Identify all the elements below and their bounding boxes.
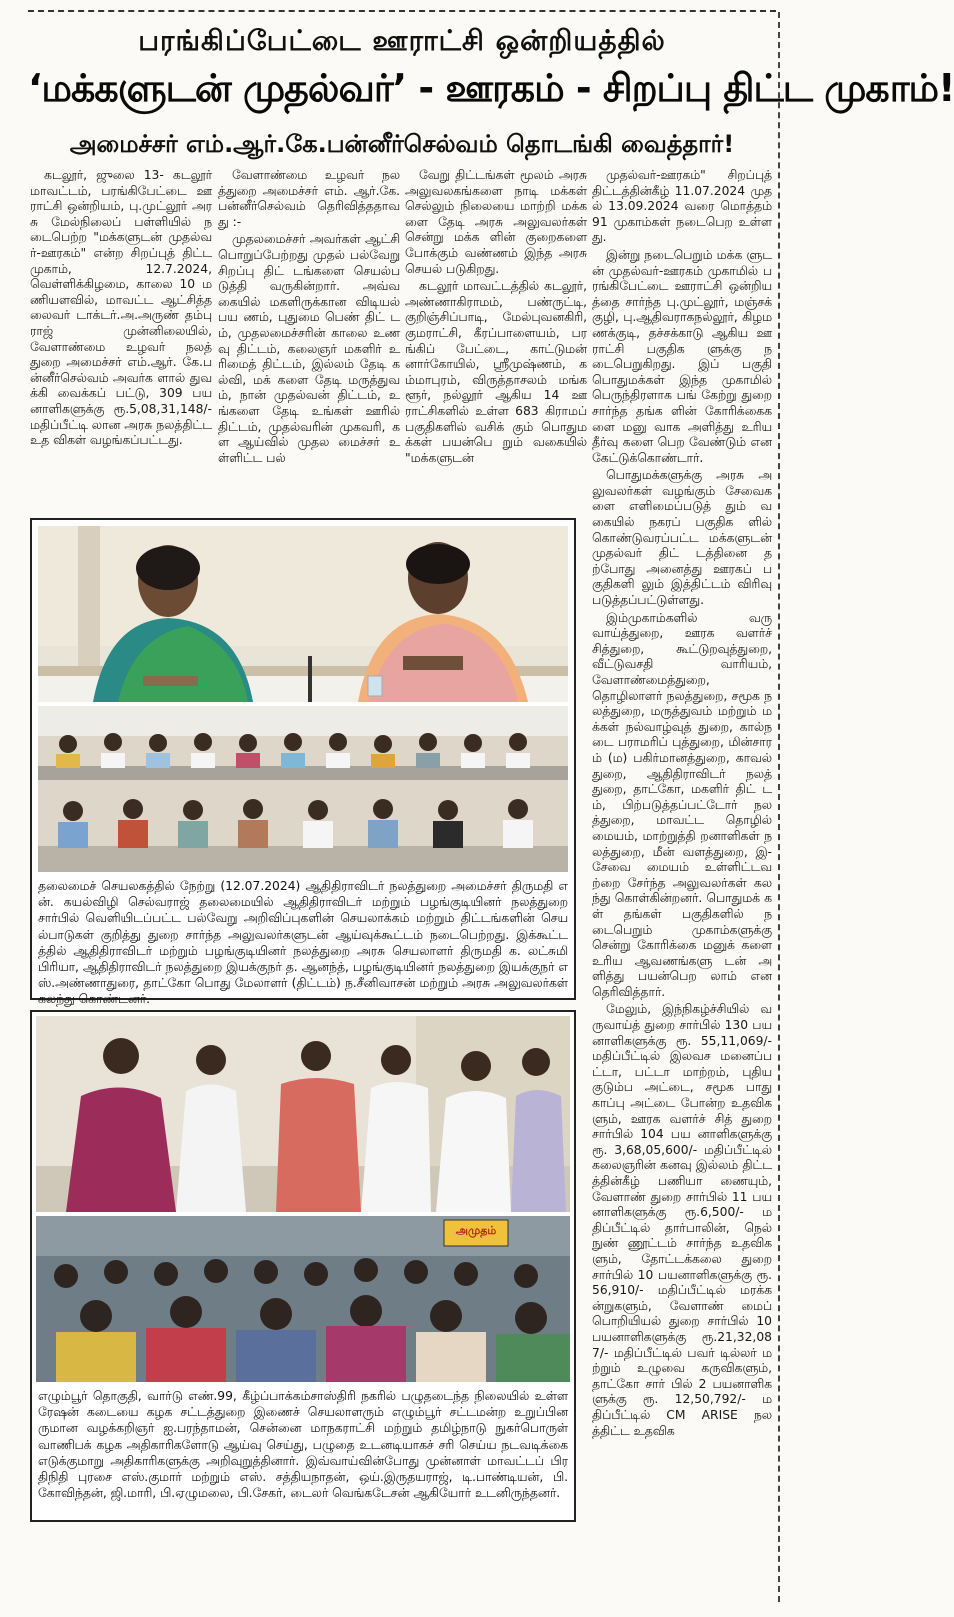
previous-article-cut-text [0,0,800,10]
photo-crowd-ration-shop [36,1216,570,1382]
col4-paragraph-3: பொதுமக்களுக்கு அரசு அலுவலர்கள் வழங்கும் சேவைகளை எளிமைப்படுத் தும் வகையில் நகரப் பகுதிக ளில் கொண்டுவரப்பட்ட மக்களுடன் முதல்வர் திட் டத்தினை தற்போது அனைத்து ஊரகப் பகுதிகளி லும் இத்திட்டம் விரிவு படுத்தப்பட்டுள்ளது. [592,468,772,608]
photo-ministers-at-table [38,526,568,702]
caption-inspection: எழும்பூர் தொகுதி, வார்டு எண்.99, கீழ்ப்பாக்கம்சாஸ்திரி நகரில் பழுதடைந்த நிலையில் உள்ள ரேஷன் கடையை கழக சட்டத்துறை இணைச் செயலாளரும் எழும்பூர் சட்டமன்ற உறுப்பினருமான வழக்கறிஞர் ஐ.பரந்தாமன், சென்னை மாநகராட்சி மற்றும் தமிழ்நாடு நுகர்பொருள் வாணிபக் கழக அதிகாரிகளோடு ஆய்வு செய்து, பழுதை உடனடியாகச் சரி செய்ய நடவடிக்கை எடுக்குமாறு அதிகாரிகளுக்கு அறிவுறுத்தினார். இவ்வாய்வின்போது முன்னாள் மாவட்டப் பிரதிநிதி புரசை எஸ்.குமார் மற்றும் எஸ். சத்தியநாதன், ஒய்.இருதயராஜ், டி.பாண்டியன், பி.கோவிந்தன், ஜி.மாரி, பி.ஏழுமலை, பி.சேகர், டைலர் வெங்கடேசன் ஆகியோர் உடனிருந்தனர். [38,1389,568,1501]
col2-paragraph-2: முதலமைச்சர் அவர்கள் ஆட்சி பொறுப்பேற்றது முதல் பல்வேறு சிறப்பு திட் டங்களை செயல்படுத்தி வருகின்றார். அவ்வகையில் மகளிருக்கான விடியல் பய ணம், புதுமை பெண் திட் டம், முதலமைச்சரின் காலை உணவு திட்டம், கலைஞர் மகளிர் உரிமைத் திட்டம், இல்லம் தேடி கல்வி, மக் களை தேடி மருத்துவம், நான் முதல்வன் திட்டம், உங்களை தேடி உங்கள் ஊரில் திட்டம், முதல்வரின் முகவரி, கள ஆய்வில் முதல மைச்சர் உள்ளிட்ட பல் [218,232,400,465]
col4-paragraph-1: முதல்வர்-ஊரகம்" சிறப்புத் திட்டத்தின்கீழ் 11.07.2024 முதல் 13.09.2024 வரை மொத்தம் 91 முகாம்கள் நடைபெற உள்ளது. [592,168,772,245]
col2-paragraph-1: வேளாண்மை உழவர் நலத்துறை அமைச்சர் எம். ஆர்.கே.பன்னீர்செல்வம் தெரிவித்ததாவது :- [218,168,400,229]
col4-paragraph-2: இன்று நடைபெறும் மக்க ளுடன் முதல்வர்-ஊரகம் முகாமில் பரங்கிபேட்டை ஊராட்சி ஒன்றியத்தை சார்ந்த பு.முட்லூர், மஞ்சக் குழி, பு.ஆதிவராகநல்லூர், கிழமணக்குடி, தச்சக்காடு ஆகிய ஊராட்சி பகுதிக ளுக்கு நடைபெறுகிறது. இப் பகுதி பொதுமக்கள் இந்த முகாமில் பெருந்திரளாக பங் கேற்று துறை சார்ந்த தங்க ளின் கோரிக்கைகளை மனு வாக அளித்து உரிய தீர்வு களை பெற வேண்டும் என கேட்டுக்கொண்டார். [592,247,772,465]
kicker: பரங்கிப்பேட்டை ஊராட்சி ஒன்றியத்தில் [138,24,666,57]
article-column-4 [592,168,772,1600]
top-cut-line [28,10,776,12]
article-column-1 [30,168,212,508]
photo-officials-meeting [38,706,568,872]
col4-paragraph-5: மேலும், இந்நிகழ்ச்சியில் வருவாய்த் துறை சார்பில் 130 பயனாளிகளுக்கு ரூ. 55,11,069/- மதிப்பீட்டில் இலவச மனைப்பட்டா, பட்டா மாற்றம், புதிய குடும்ப அட்டை, சமூக பாது காப்பு அட்டை போன்ற உதவிகளும், ஊரக வளர்ச் சித் துறை சார்பில் 104 பய னாளிகளுக்கு ரூ. 3,68,05,600/- மதிப்பீட்டில் கலைஞரின் கனவு இல்லம் திட்டத்தின்கீழ் பணியா ணையும், வேளாண் துறை சார்பில் 11 பயனாளிகளுக்கு ரூ.6,500/- மதிப்பீட்டில் தார்பாலின், நெல் நுண் ணூட்டம் சார்ந்த உதவிக ளும், தோட்டக்கலை துறை சார்பில் 10 பயனாளிகளுக்கு ரூ.56,910/- மதிப்பீட்டில் மரக்கன்றுகளும், வேளாண் மைப் பொறியியல் துறை சார்பில் 10 பயனாளிகளுக்கு ரூ.21,32,087/- மதிப்பீட்டில் பவர் டில்லர் மற்றும் உழுவை கருவிகளும், தாட்கோ சார் பில் 2 பயனாளிகளுக்கு ரூ. 12,50,792/- மதிப்பீட்டில் CM ARISE நலத்திட்ட உதவிக [592,1002,772,1438]
deck-subheading: அமைச்சர் எம்.ஆர்.கே.பன்னீர்செல்வம் தொடங்கி வைத்தார்! [69,130,735,158]
right-cut-line [778,12,780,1602]
caption-meeting: தலைமைச் செயலகத்தில் நேற்று (12.07.2024) ஆதிதிராவிடர் நலத்துறை அமைச்சர் திருமதி என். கயல்விழி செல்வராஜ் தலைமையில் ஆதிதிராவிடர் மற்றும் பழங்குடியினர் நலத்துறை சார்பில் வெளியிடப்பட்ட பல்வேறு அறிவிப்புகளின் செயலாக்கம் மற்றும் திட்டங்களின் செயல்பாடுகள் குறித்து துறை சார்ந்த அலுவலர்களுடன் ஆய்வுக்கூட்டம் நடைபெற்றது. இக்கூட்டத்தில் ஆதிதிராவிடர் மற்றும் பழங்குடியினர் நலத்துறை அரசு செயலாளர் திருமதி க. லட்சுமி பிரியா, ஆதிதிராவிடர் நலத்துறை இயக்குநர் த. ஆனந்த், பழங்குடியினர் நலத்துறை இயக்குநர் எஸ்.அண்ணாதுரை, தாட்கோ பொது மேலாளர் (திட்டம்) ந.சீனிவாசன் மற்றும் அரசு அலுவலர்கள் கலந்து கொண்டனர். [38,879,568,1007]
col4-paragraph-4: இம்முகாம்களில் வரு வாய்த்துறை, ஊரக வளர்ச் சித்துறை, கூட்டுறவுத்துறை, வீட்டுவசதி வாரியம், வேளாண்மைத்துறை, தொழிலாளர் நலத்துறை, சமூக நலத்துறை, மருத்துவம் மற்றும் மக்கள் நல்வாழ்வுத் துறை, கால்நடை பராமரிப் புத்துறை, மின்சாரம் (ம) பகிர்மானத்துறை, காவல் துறை, ஆதிதிராவிடர் நலத் துறை, தாட்கோ, மகளிர் திட் டம், பிற்படுத்தப்பட்டோர் நலத்துறை, மாவட்ட தொழில் மையம், மாற்றுத்தி றனாளிகள் நலத்துறை, மீன் வளத்துறை, இ-சேவை மையம் உள்ளிட்டவற்றை சேர்ந்த அலுவலர்கள் கலந்து கொள்கின்றனர். பொதுமக் கள் தங்கள் பகுதிகளில் நடைபெறும் முகாம்களுக்கு சென்று கோரிக்கை மனுக் களை உரிய ஆவணங்களு டன் அளித்து பயன்பெற லாம் என தெரிவித்தார். [592,610,772,999]
article-column-3 [405,168,587,508]
col1-paragraph: கடலூர், ஜுலை 13- கடலூர் மாவட்டம், பரங்கிபேட்டை ஊராட்சி ஒன்றியம், பு.முட்லூர் அரசு மேல்நிலைப் பள்ளியில் நடைபெற்ற "மக்களுடன் முதல்வர்-ஊரகம்" என்ற சிறப்புத் திட்ட முகாம், 12.7.2024, வெள்ளிக்கிழமை, காலை 10 மணியளவில், மாவட்ட ஆட்சித்தலைவர் டாக்டர்.அ.அருண் தம்பு ராஜ் முன்னிலையில், வேளாண்மை உழவர் நலத் துறை அமைச்சர் எம்.ஆர். கே.பன்னீர்செல்வம் அவர்க ளால் துவக்கி வைக்கப் பட்டு, 309 பயனாளிகளுக்கு ரூ.5,08,31,148/- மதிப்பீட்டி லான அரசு நலத்திட்ட உத விகள் வழங்கப்பட்டது. [30,168,212,448]
photo-mla-inspection [36,1016,570,1212]
col3-paragraph-2: கடலூர் மாவட்டத்தில் கடலூர், அண்ணாகிராமம், பண்ருட்டி, குறிஞ்சிப்பாடி, மேல்புவனகிரி, குமராட்சி, கீரப்பாளையம், பரங்கிப் பேட்டை, காட்டுமன் னார்கோயில், ஸ்ரீமுஷ்ணம், கம்மாபுரம், விருத்தாசலம் மங்களூர், நல்லூர் ஆகிய 14 ஊராட்சிகளில் உள்ள 683 கிராமப் பகுதிகளில் வசிக் கும் பொதுமக்கள் பயன்பெ றும் வகையில் "மக்களுடன் [405,279,587,465]
photo-block-meeting [30,518,576,1007]
headline: ‘மக்களுடன் முதல்வர்’ - ஊரகம் - சிறப்பு திட்ட முகாம்! [28,66,954,110]
photo-block-inspection [30,1010,576,1522]
article-column-2 [218,168,400,508]
shop-sign-text: அமுதம் [455,1224,497,1237]
col3-paragraph-1: வேறு திட்டங்கள் மூலம் அரசு அலுவலகங்களை நாடி மக்கள் செல்லும் நிலையை மாற்றி மக்களை தேடி அரசு அலுவலர்கள் சென்று மக்க ளின் குறைகளை போக்கும் வண்ணம் இந்த அரசு செயல் படுகிறது. [405,168,587,276]
